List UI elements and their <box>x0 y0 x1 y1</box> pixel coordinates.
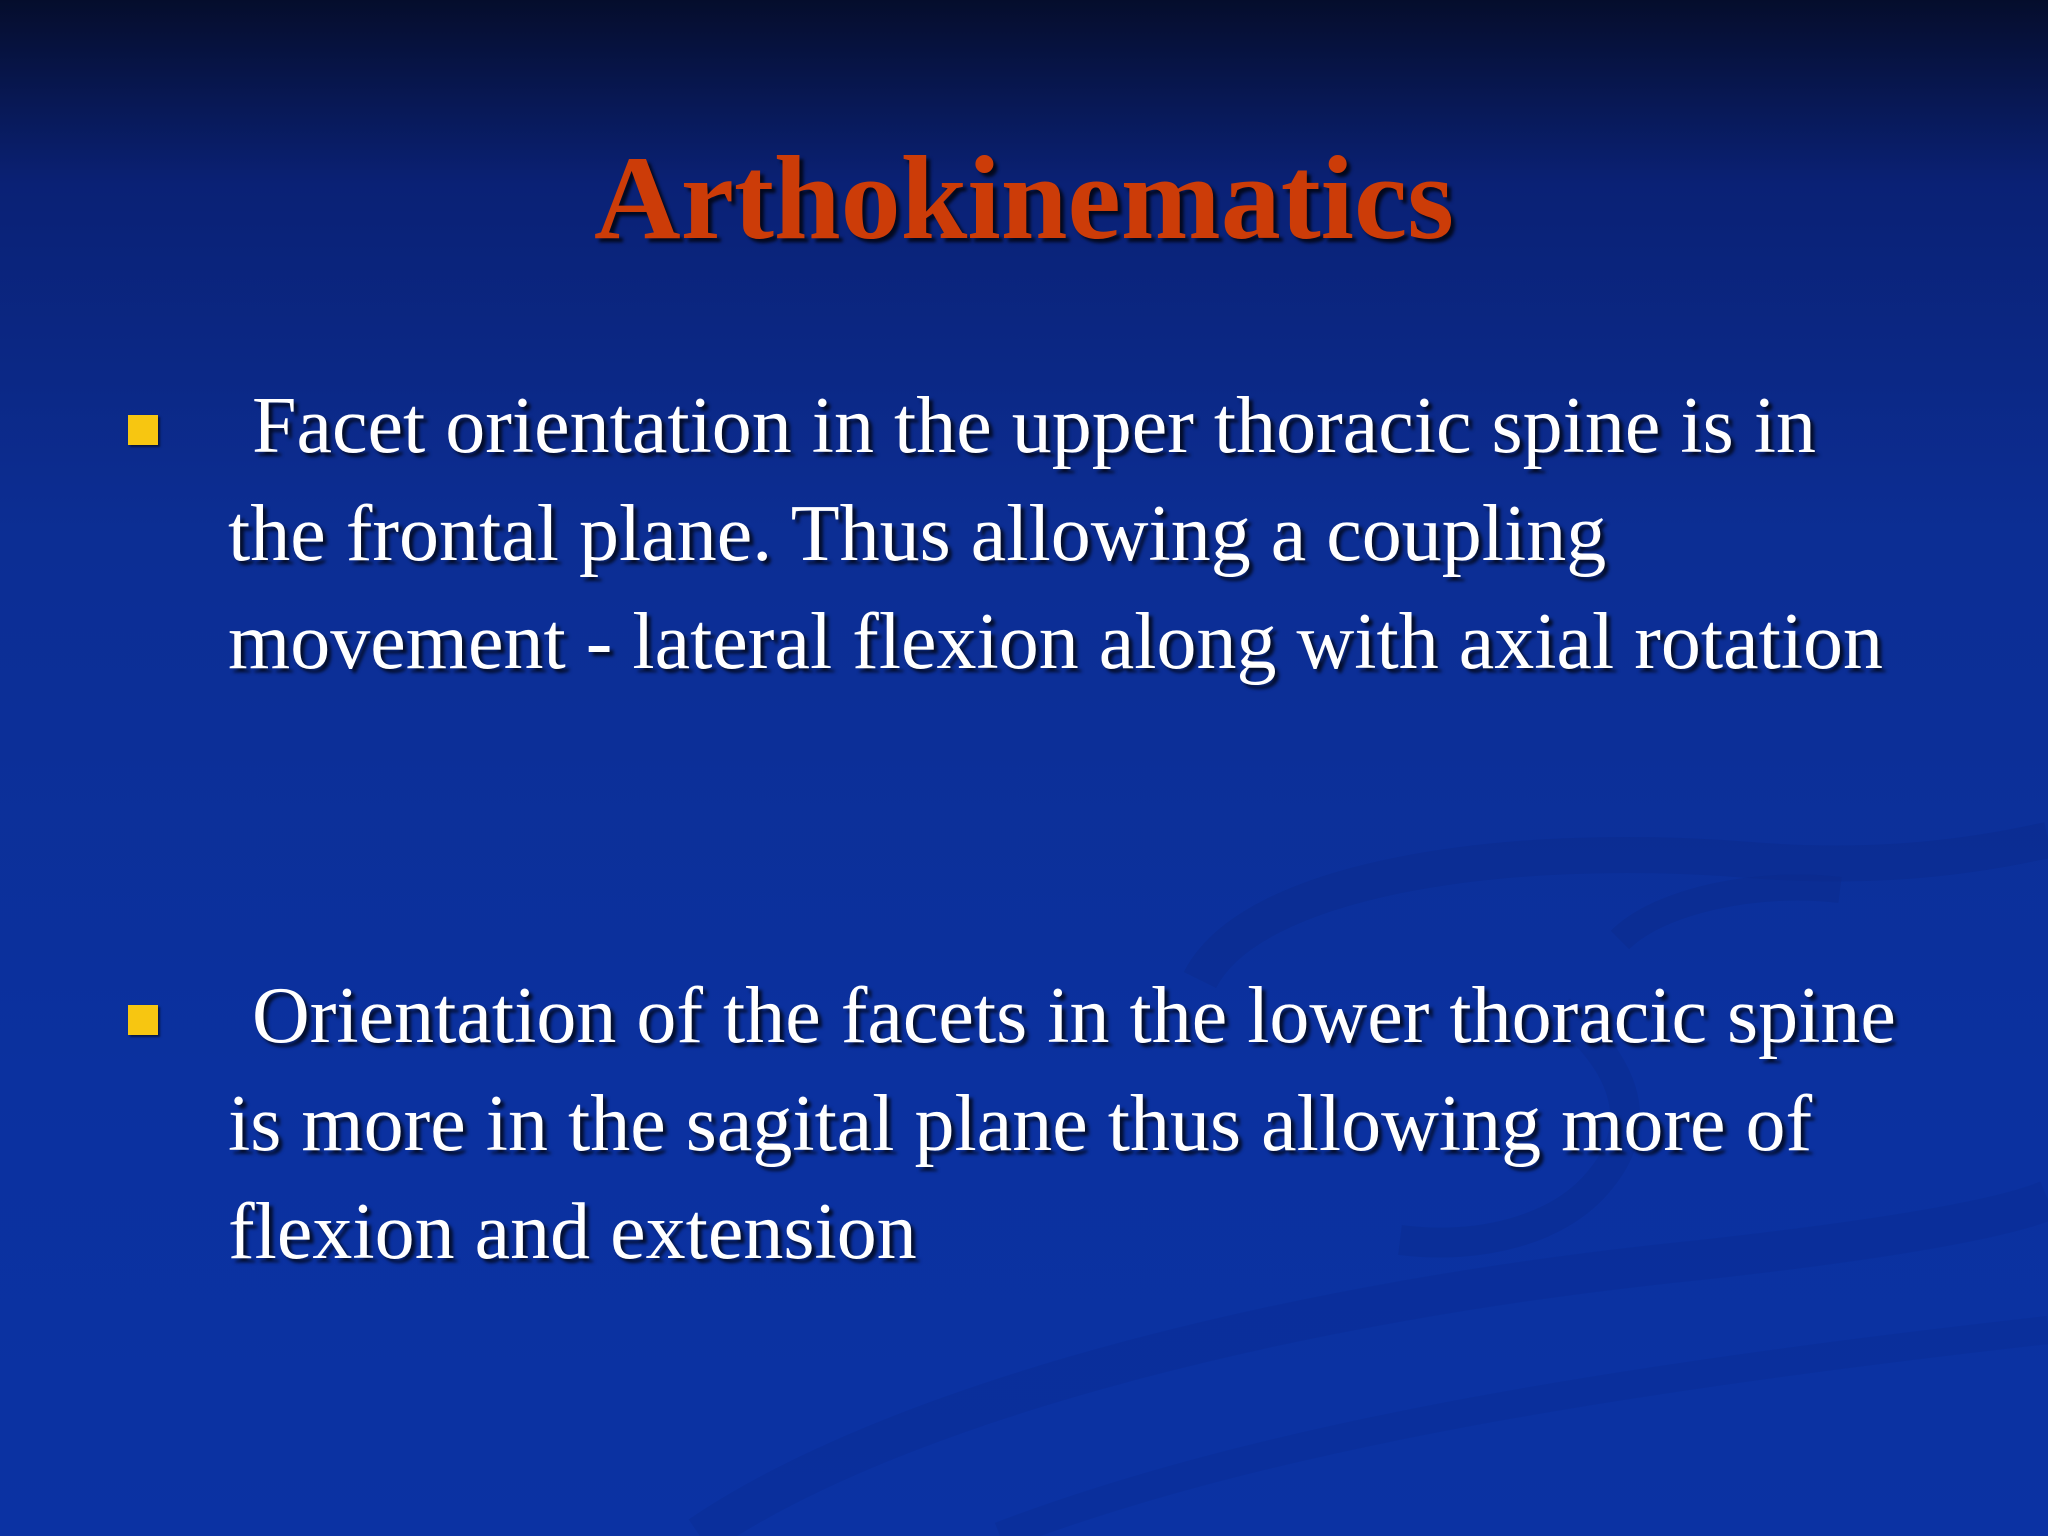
bullet-item-lower-thoracic <box>128 962 1908 1286</box>
square-bullet-icon <box>128 1005 158 1035</box>
slide-title: Arthokinematics <box>594 131 1454 264</box>
square-bullet-icon <box>128 415 158 445</box>
bullet-item-upper-thoracic <box>128 372 1908 696</box>
bullet-text: Facet orientation in the upper thoracic spine is in the frontal plane. Thus allowing a coupling movement - lateral flexion along with axial rotation <box>228 382 1884 686</box>
bullet-text: Orientation of the facets in the lower thoracic spine is more in the sagital plane thus allowing more of flexion and extension <box>228 972 1896 1276</box>
